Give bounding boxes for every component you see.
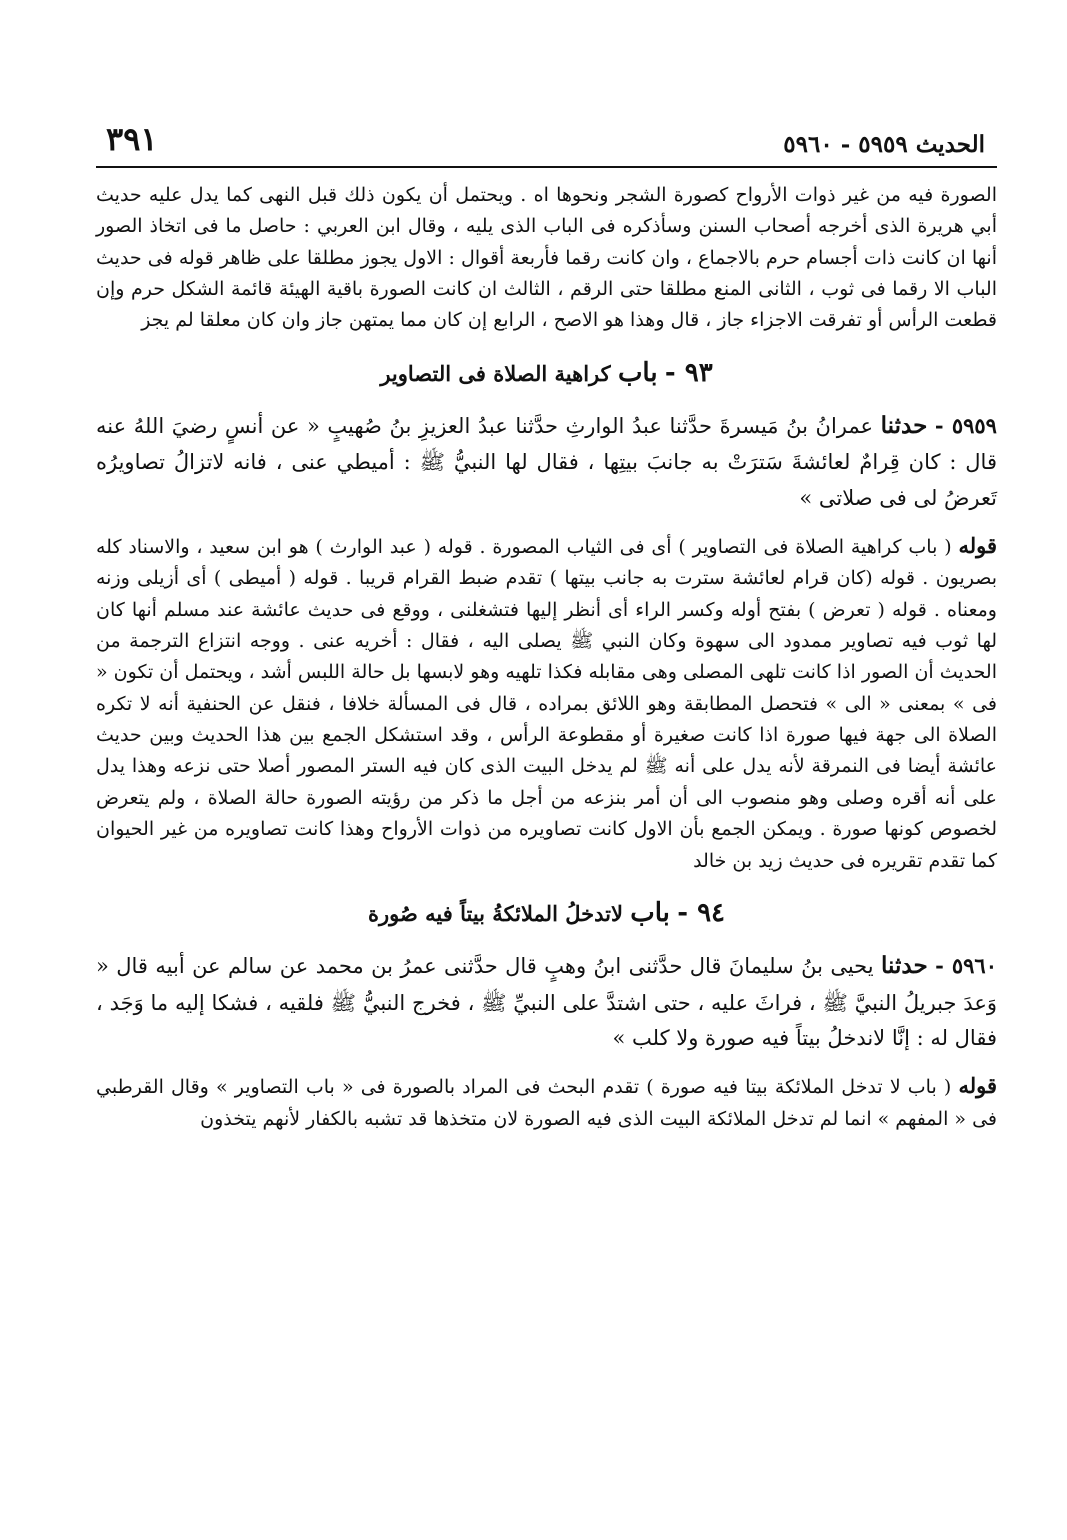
page-number: ٣٩١ (106, 120, 158, 158)
hadith-number: ٥٩٦٠ - (935, 953, 997, 979)
hadith-number: ٥٩٥٩ - (934, 413, 997, 439)
commentary-text: ( باب لا تدخل الملائكة بيتا فيه صورة ) تقدم البحث فى المراد بالصورة فى « باب التصاوير » وقال القرطبي فى « المفهم » انما لم تدخل الملائكة البيت الذى فيه الصورة لان متخذها قد تشبه بالكفار لأنهم يتخذون (96, 1075, 997, 1130)
header-rule (96, 166, 997, 168)
chapter-title: كراهية الصلاة فى التصاوير (380, 360, 611, 386)
haddathana-label: حدثنا (881, 952, 928, 980)
hadith-5959 (96, 406, 997, 516)
hadith-5960 (96, 946, 997, 1056)
chapter-title: لاتدخلُ الملائكةُ بيتاً فيه صُورة (368, 900, 623, 926)
hadith-text: عمرانُ بنُ مَيسرةَ حدَّثنا عبدُ الوارثِ حدَّثنا عبدُ العزيزِ بنُ صُهيبٍ « عن أنسٍ رضيَ اللهُ عنه قال : كان قِرامٌ لعائشةَ سَترَتْ به جانبَ بيتِها ، فقال لها النبيُّ ﷺ : أميطي عنى ، فانه لاتزالُ تصاويرُه تَعرضُ لى فى صلاتى » (96, 414, 997, 511)
commentary-5960 (96, 1069, 997, 1135)
running-title: الحديث ٥٩٥٩ - ٥٩٦٠ (783, 131, 985, 158)
commentary-text: ( باب كراهية الصلاة فى التصاوير ) أى فى الثياب المصورة . قوله ( عبد الوارث ) هو ابن سعيد ، والاسناد كله بصريون . قوله (كان قرام لعائشة سترت به جانب بيتها ) تقدم ضبط القرام قريبا . قوله ( أميطى ) أى أزيلى وزنه ومعناه . قوله ( تعرض ) بفتح أوله وكسر الراء أى أنظر إليها فتشغلنى ، ووقع فى حديث عائشة عند مسلم أنها كان لها ثوب فيه تصاوير ممدود الى سهوة وكان النبي ﷺ يصلى اليه ، فقال : أخريه عنى . ووجه انتزاع الترجمة من الحديث أن الصور اذا كانت تلهى المصلى وهى مقابله فكذا تلهيه وهو لابسها بل حالة اللبس أشد ، ويحتمل أن تكون « فى » بمعنى « الى » فتحصل المطابقة وهو اللائق بمراده ، قال فى المسألة خلافا ، فنقل عن الحنفية أنه لا تكره الصلاة الى جهة فيها صورة اذا كانت صغيرة أو مقطوعة الرأس ، وقد استشكل الجمع بين هذا الحديث وبين حديث عائشة أيضا فى النمرقة لأنه يدل على أنه ﷺ لم يدخل البيت الذى كان فيه الستر المصور أصلا حتى نزعه وهذا يدل على أنه أقره وصلى وهو منصوب الى أن أمر بنزعه من أجل ما ذكر من رؤيته الصورة حالة الصلاة ، ولم يتعرض لخصوص كونها صورة . ويمكن الجمع بأن الاول كانت تصاويره من ذوات الأرواح وهذا كانت تصاويره من غير الحيوان كما تقدم تقريره فى حديث زيد بن خالد (96, 535, 997, 872)
intro-paragraph (96, 180, 997, 337)
qawluhu-label: قوله (958, 532, 997, 558)
intro-text: الصورة فيه من غير ذوات الأرواح كصورة الشجر ونحوها اه . ويحتمل أن يكون ذلك قبل النهى كما يدل عليه حديث أبي هريرة الذى أخرجه أصحاب السنن وسأذكره فى الباب الذى يليه ، وقال ابن العربي : حاصل ما فى اتخاذ الصور أنها ان كانت ذات أجسام حرم بالاجماع ، وان كانت رقما فأربعة أقوال : الاول يجوز مطلقا على ظاهر قوله فى حديث الباب الا رقما فى ثوب ، الثانى المنع مطلقا حتى الرقم ، الثالث ان كانت الصورة باقية الهيئة قائمة الشكل حرم وإن قطعت الرأس أو تفرقت الاجزاء جاز ، قال وهذا هو الاصح ، الرابع إن كان مما يمتهن جاز وان كان معلقا لم يجز (96, 184, 997, 332)
page-header (96, 120, 997, 164)
chapter-bab-label: باب (630, 897, 670, 928)
chapter-heading-94 (96, 893, 997, 935)
commentary-5959 (96, 529, 997, 877)
chapter-heading-93 (96, 353, 997, 395)
qawluhu-label: قوله (958, 1072, 997, 1098)
chapter-number: ٩٣ - (664, 357, 713, 388)
haddathana-label: حدثنا (880, 412, 928, 440)
chapter-number: ٩٤ - (677, 897, 725, 928)
hadith-text: يحيى بنُ سليمانَ قال حدَّثنى ابنُ وهبٍ قال حدَّثنى عمرُ بن محمد عن سالم عن أبيه قال « وَعدَ جبريلُ النبيَّ ﷺ ، فراثَ عليه ، حتى اشتدَّ على النبيِّ ﷺ ، فخرج النبيُّ ﷺ فلقيه ، فشكا إليه ما وَجَد ، فقال له : إنَّا لاندخلُ بيتاً فيه صورة ولا كلب » (96, 954, 997, 1051)
chapter-bab-label: باب (617, 357, 658, 388)
